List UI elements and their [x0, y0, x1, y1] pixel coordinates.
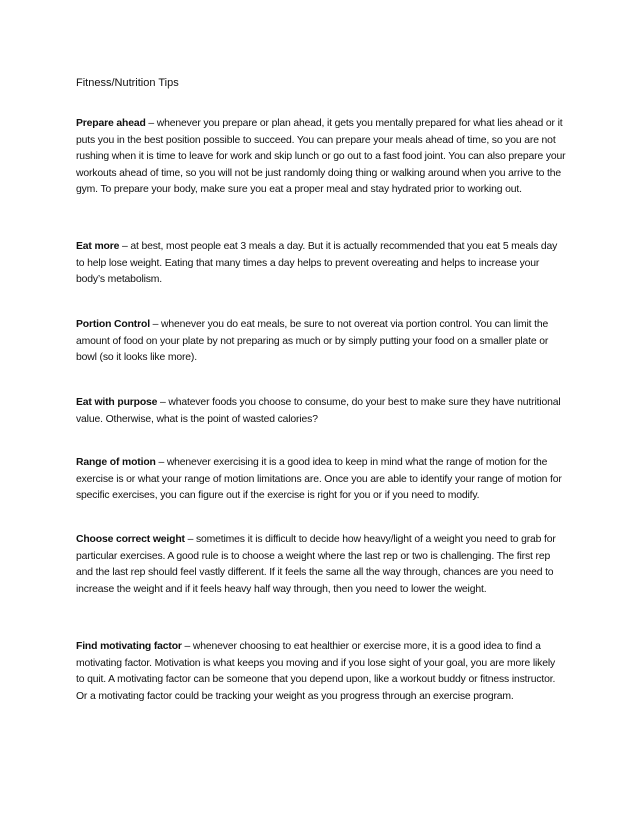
tip-term: Portion Control [76, 319, 150, 330]
tip-text: – at best, most people eat 3 meals a day. But it is actually recommended that you eat 5 meals day to help lose weight. Eating that many times a day helps to prevent overeating and helps to increase your body’s metabolism. [76, 241, 558, 285]
tip-text: – whenever choosing to eat healthier or exercise more, it is a good idea to find a motivating factor. Motivation is what keeps you moving and if you lose sight of your goal, you are more likely to quit. A motivating factor can be someone that you depend upon, like a workout buddy or fitness instructor. Or a motivating factor could be tracking your weight as you progress through an exercise program. [76, 641, 556, 702]
tip-eat-with-purpose [76, 395, 566, 428]
tip-prepare-ahead [76, 116, 566, 199]
tip-text: – sometimes it is difficult to decide how heavy/light of a weight you need to grab for particular exercises. A good rule is to choose a weight where the last rep or two is challenging. The first rep and the last rep should feel vastly different. If it feels the same all the way through, chances are you need to increase the weight and if it feels heavy half way through, then you need to lower the weight. [76, 534, 556, 595]
tip-find-motivating-factor [76, 639, 566, 705]
tip-term: Prepare ahead [76, 118, 146, 129]
document-title: Fitness/Nutrition Tips [76, 77, 179, 89]
tip-term: Eat with purpose [76, 397, 158, 408]
tip-term: Choose correct weight [76, 534, 185, 545]
tip-term: Find motivating factor [76, 641, 182, 652]
tip-range-of-motion [76, 455, 566, 505]
tip-text: – whenever you do eat meals, be sure to not overeat via portion control. You can limit the amount of food on your plate by not preparing as much or by simply putting your food on a smaller plate or bowl (so it looks like more). [76, 319, 549, 363]
tip-choose-correct-weight [76, 532, 566, 598]
tip-text: – whenever you prepare or plan ahead, it gets you mentally prepared for what lies ahead or it puts you in the best position possible to succeed. You can prepare your meals ahead of time, so you are not rushing when it is time to leave for work and skip lunch or go out to a fast food joint. You can also prepare your workouts ahead of time, so you will not be just randomly doing thing or walking around when you arrive to the gym. To prepare your body, make sure you eat a proper meal and stay hydrated prior to working out. [76, 118, 566, 195]
tip-term: Eat more [76, 241, 120, 252]
tip-eat-more [76, 239, 566, 289]
tip-text: – whenever exercising it is a good idea to keep in mind what the range of motion for the exercise is or what your range of motion limitations are. Once you are able to identify your range of motion for specific exercises, you can figure out if the exercise is right for you or if you need to modify. [76, 457, 562, 501]
tip-text: – whatever foods you choose to consume, do your best to make sure they have nutritional value. Otherwise, what is the point of wasted calories? [76, 397, 561, 425]
tip-term: Range of motion [76, 457, 156, 468]
tip-portion-control [76, 317, 566, 367]
